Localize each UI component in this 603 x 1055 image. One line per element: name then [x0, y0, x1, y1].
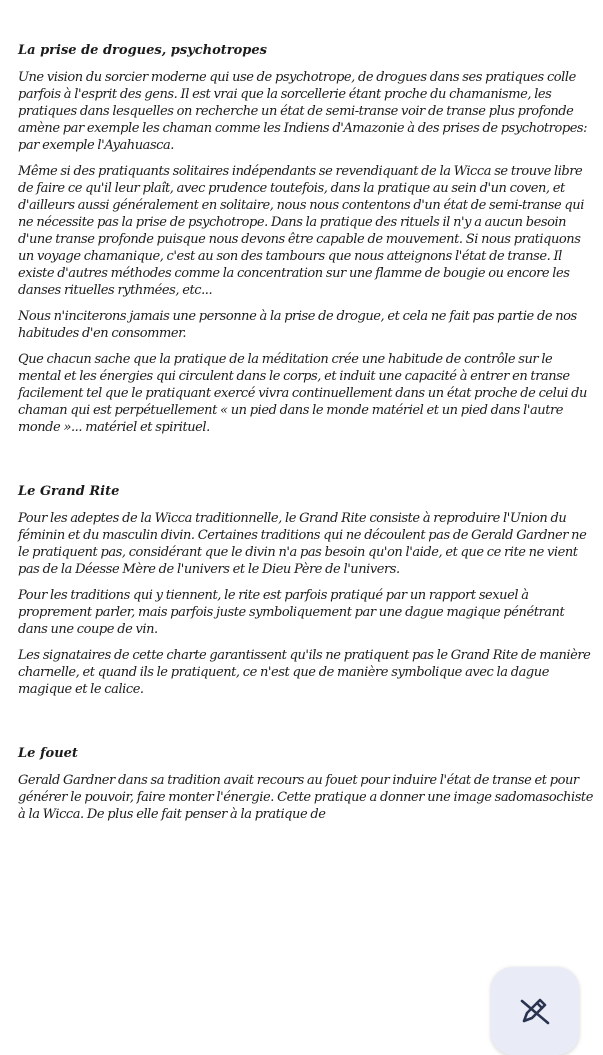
section-spacer [18, 707, 594, 745]
paragraph: Même si des pratiquants solitaires indépendants se revendiquant de la Wicca se trouve libre de faire ce qu'il leur plaît, avec prudence toutefois, dans la pratique au sein d'un coven, et d'ailleurs aussi généralement en solitaire, nous nous contentons d'un état de semi-transe qui ne nécessite pas la prise de psychotrope. Dans la pratique des rituels il n'y a aucun besoin d'une transe profonde puisque nous devons être capable de mouvement. Si nous pratiquons un voyage chamanique, c'est au son des tambours que nous atteignons l'état de transe. Il existe d'autres méthodes comme la concentration sur une flamme de bougie ou encore les danses rituelles rythmées, etc... [18, 164, 584, 298]
section-spacer [18, 445, 594, 483]
paragraph: Que chacun sache que la pratique de la méditation crée une habitude de contrôle sur le mental et les énergies qui circulent dans le corps, et induit une capacité à entrer en transe facilement tel que le pratiquant exercé vivra continuellement dans un état proche de celui du chaman qui est perpétuellement « un pied dans le monde matériel et un pied dans l'autre monde »... matériel et spirituel. [18, 352, 587, 435]
section-heading-grand-rite: Le Grand Rite [18, 484, 120, 499]
paragraph: Les signataires de cette charte garantissent qu'ils ne pratiquent pas le Grand Rite de manière charnelle, et quand ils le pratiquent, ce n'est que de manière symbolique avec la dague magique et le calice. [18, 648, 591, 697]
document-body [18, 42, 594, 832]
paragraph: Nous n'inciterons jamais une personne à la prise de drogue, et cela ne fait pas partie de nos habitudes d'en consommer. [18, 309, 577, 341]
paragraph: Pour les adeptes de la Wicca traditionnelle, le Grand Rite consiste à reproduire l'Union du féminin et du masculin divin. Certaines traditions qui ne découlent pas de Gerald Gardner ne le pratiquent pas, considérant que le divin n'a pas besoin qu'on l'aide, et que ce rite ne vient pas de la Déesse Mère de l'univers et le Dieu Père de l'univers. [18, 511, 587, 577]
edit-pen-icon [518, 993, 552, 1027]
edit-button[interactable] [491, 967, 579, 1055]
section-heading-fouet: Le fouet [18, 746, 78, 761]
paragraph: Pour les traditions qui y tiennent, le rite est parfois pratiqué par un rapport sexuel à proprement parler, mais parfois juste symboliquement par une dague magique pénétrant dans une coupe de vin. [18, 588, 565, 637]
paragraph: Une vision du sorcier moderne qui use de psychotrope, de drogues dans ses pratiques colle parfois à l'esprit des gens. Il est vrai que la sorcellerie étant proche du chamanisme, les pratiques dans lesquelles on recherche un état de semi-transe voir de transe plus profonde amène par exemple les chaman comme les Indiens d'Amazonie à des prises de psychotropes: par exemple l'Ayahuasca. [18, 70, 588, 153]
paragraph: Gerald Gardner dans sa tradition avait recours au fouet pour induire l'état de transe et pour générer le pouvoir, faire monter l'énergie. Cette pratique a donner une image sadomasochiste à la Wicca. De plus elle fait penser à la pratique de [18, 773, 593, 822]
section-heading-drogues: La prise de drogues, psychotropes [18, 43, 267, 58]
